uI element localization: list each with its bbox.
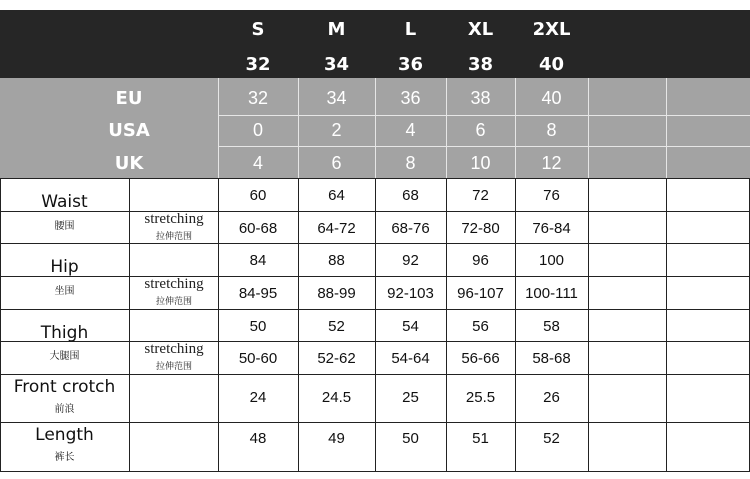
size-letter: XL	[467, 19, 494, 40]
grid-line	[588, 78, 589, 178]
conversion-value: 8	[405, 153, 416, 173]
measurement-name-cn: 前浪	[54, 404, 75, 415]
measurement-value: 100	[538, 252, 565, 269]
grid-line	[0, 309, 750, 310]
conversion-value: 10	[470, 153, 491, 173]
measurement-value: 24.5	[321, 389, 352, 406]
stretch-range: 100-111	[525, 285, 578, 302]
measurement-name: Hip	[50, 257, 79, 277]
size-number: 34	[323, 54, 350, 75]
stretch-range: 96-107	[457, 285, 504, 302]
stretch-range: 84-95	[238, 285, 278, 302]
measurement-value: 60	[249, 187, 267, 204]
measurement-name-cn: 坐围	[54, 286, 75, 297]
conversion-label: EU	[115, 88, 143, 109]
stretch-range: 56-66	[461, 350, 500, 367]
measurement-value: 58	[543, 318, 560, 335]
measurement-value: 26	[543, 389, 560, 406]
grid-line	[218, 78, 219, 178]
conversion-value: 32	[247, 88, 269, 108]
measurement-value: 50	[402, 430, 419, 447]
grid-line	[218, 115, 750, 116]
size-number: 38	[467, 54, 494, 75]
stretch-range: 92-103	[387, 285, 434, 302]
conversion-label: USA	[108, 120, 150, 141]
grid-line	[666, 178, 667, 471]
measurement-value: 72	[472, 187, 489, 204]
conversion-value: 12	[541, 153, 562, 173]
table-border	[0, 471, 750, 472]
conversion-value: 0	[252, 120, 263, 140]
measurement-value: 48	[249, 430, 267, 447]
stretching-label: stretching	[144, 341, 204, 357]
measurement-value: 96	[472, 252, 489, 269]
measurement-name: Front crotch	[13, 377, 116, 397]
size-letter: L	[404, 19, 417, 40]
measurement-value: 54	[402, 318, 419, 335]
stretch-range: 76-84	[532, 220, 571, 237]
measurement-name-cn: 腰围	[54, 221, 75, 232]
measurement-value: 25	[402, 389, 419, 406]
measurement-value: 25.5	[465, 389, 496, 406]
conversion-label: UK	[114, 153, 144, 174]
conversion-value: 6	[331, 153, 342, 173]
grid-line	[666, 78, 667, 178]
grid-line	[0, 243, 750, 244]
measurement-name: Waist	[41, 192, 88, 212]
stretch-range: 72-80	[461, 220, 500, 237]
measurement-value: 92	[402, 252, 419, 269]
measurement-value: 76	[543, 187, 560, 204]
stretching-label: stretching	[144, 211, 204, 227]
measurement-name: Length	[35, 425, 94, 445]
conversion-value: 40	[541, 88, 562, 108]
conversion-value: 4	[405, 120, 416, 140]
stretching-label-cn: 拉伸范围	[155, 232, 192, 242]
grid-line	[0, 422, 750, 423]
conversion-value: 34	[326, 88, 347, 108]
stretching-label: stretching	[144, 276, 204, 292]
stretch-range: 58-68	[532, 350, 571, 367]
stretch-range: 64-72	[317, 220, 356, 237]
measurement-value: 64	[328, 187, 345, 204]
measurement-value: 56	[472, 318, 489, 335]
conversion-value: 2	[331, 120, 342, 140]
size-number: 32	[245, 54, 271, 75]
measurement-value: 51	[472, 430, 489, 447]
measurement-value: 52	[328, 318, 345, 335]
measurement-value: 49	[328, 430, 345, 447]
stretch-range: 52-62	[317, 350, 356, 367]
stretch-range: 50-60	[238, 350, 278, 367]
conversion-value: 36	[400, 88, 421, 108]
size-letter: 2XL	[532, 19, 571, 40]
measurement-name-cn: 裤长	[54, 452, 75, 463]
conversion-value: 38	[470, 88, 491, 108]
conversion-value: 4	[252, 153, 263, 173]
measurement-value: 68	[402, 187, 419, 204]
measurement-name: Thigh	[40, 323, 89, 343]
size-letter: M	[327, 19, 346, 40]
stretching-label-cn: 拉伸范围	[155, 297, 192, 307]
grid-line	[218, 146, 750, 147]
size-letter: S	[251, 19, 265, 40]
conversion-value: 8	[546, 120, 557, 140]
measurement-value: 84	[249, 252, 267, 269]
measurement-value: 24	[249, 389, 267, 406]
measurement-value: 88	[328, 252, 345, 269]
size-number: 36	[397, 54, 424, 75]
measurement-value: 52	[543, 430, 560, 447]
stretching-label-cn: 拉伸范围	[155, 362, 192, 372]
grid-line	[0, 374, 750, 375]
size-number: 40	[538, 54, 565, 75]
stretch-range: 88-99	[317, 285, 356, 302]
measurement-name-cn: 大腿围	[49, 351, 80, 362]
grid-line	[298, 78, 299, 178]
stretch-range: 68-76	[391, 220, 430, 237]
measurement-value: 50	[249, 318, 267, 335]
conversion-value: 6	[475, 120, 486, 140]
stretch-range: 60-68	[238, 220, 278, 237]
stretch-range: 54-64	[391, 350, 430, 367]
